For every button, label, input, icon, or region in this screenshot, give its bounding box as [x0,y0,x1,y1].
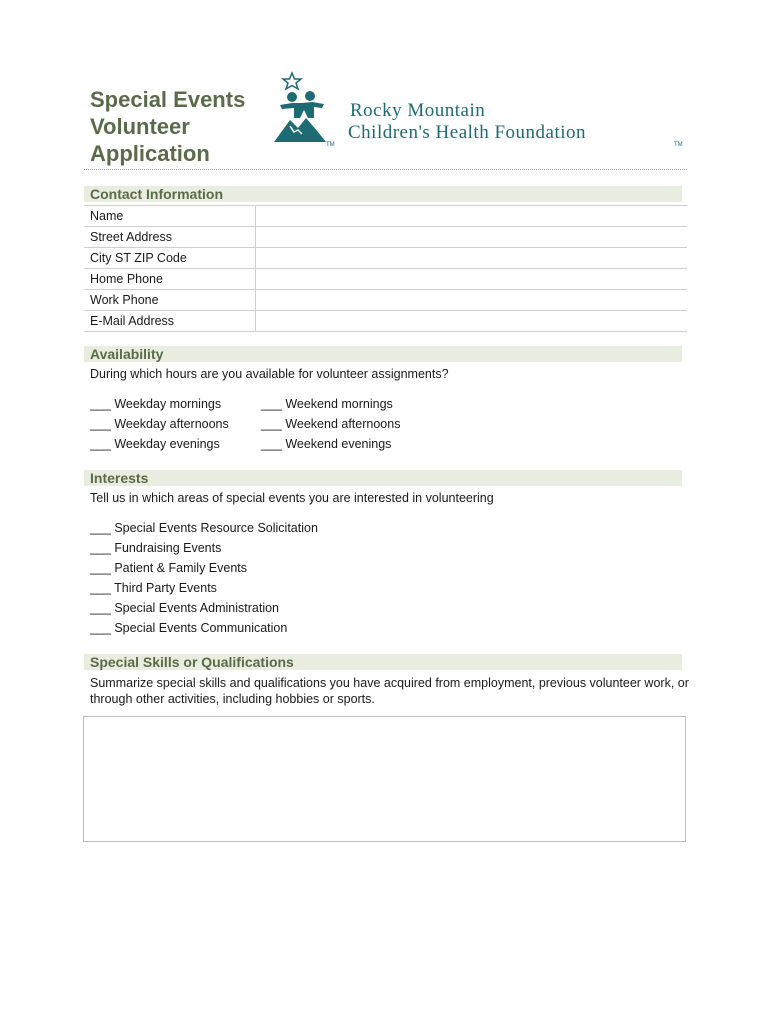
availability-question: During which hours are you available for volunteer assignments? [90,367,449,381]
contact-table [84,205,687,332]
skills-description: Summarize special skills and qualifications you have acquired from employment, previous volunteer work, or through other activities, including hobbies or sports. [90,676,689,706]
interests-question: Tell us in which areas of special events you are interested in volunteering [90,491,494,505]
contact-label-city: City ST ZIP Code [84,248,256,269]
title-line-1: Special Events [90,87,246,112]
table-row [84,290,687,311]
table-row [84,269,687,290]
availability-weekend-afternoons[interactable]: ___ Weekend afternoons [261,417,401,431]
logo-tm-mark: TM [326,142,335,148]
contact-label-name: Name [84,206,256,227]
contact-label-work-phone: Work Phone [84,290,256,311]
table-row [84,227,687,248]
interest-patient-family-events[interactable]: ___ Patient & Family Events [90,561,248,575]
title-line-3: Application [90,141,210,166]
availability-weekday-evenings[interactable]: ___ Weekday evenings [90,437,220,451]
table-row [84,248,687,269]
contact-label-home-phone: Home Phone [84,269,256,290]
title-line-2: Volunteer [90,114,190,139]
city-state-zip-field[interactable] [256,248,688,269]
work-phone-field[interactable] [256,290,688,311]
contact-section-heading: Contact Information [84,186,682,202]
name-field[interactable] [256,206,688,227]
header-divider [84,169,687,170]
interest-events-communication[interactable]: ___ Special Events Communication [90,621,288,635]
skills-textarea[interactable] [83,716,686,842]
page-title [90,86,270,167]
contact-label-street: Street Address [84,227,256,248]
skills-section-heading: Special Skills or Qualifications [84,654,682,670]
interest-resource-solicitation[interactable]: ___ Special Events Resource Solicitation [90,521,318,535]
logo-line-1: Rocky Mountain [350,100,486,121]
availability-weekday-mornings[interactable]: ___ Weekday mornings [90,397,222,411]
street-address-field[interactable] [256,227,688,248]
home-phone-field[interactable] [256,269,688,290]
email-field[interactable] [256,311,688,332]
table-row [84,206,687,227]
contact-label-email: E-Mail Address [84,311,256,332]
logo-tm-mark-2: TM [674,142,683,148]
interest-events-administration[interactable]: ___ Special Events Administration [90,601,279,615]
availability-weekend-evenings[interactable]: ___ Weekend evenings [261,437,392,451]
logo-line-2: Children's Health Foundation [348,122,587,143]
availability-weekday-afternoons[interactable]: ___ Weekday afternoons [90,417,229,431]
star-children-mountain-logo-icon [272,70,342,150]
foundation-logo [272,70,692,150]
interest-third-party-events[interactable]: ___ Third Party Events [90,581,217,595]
table-row [84,311,687,332]
interests-section-heading: Interests [84,470,682,486]
availability-weekend-mornings[interactable]: ___ Weekend mornings [261,397,393,411]
availability-section-heading: Availability [84,346,682,362]
interest-fundraising-events[interactable]: ___ Fundraising Events [90,541,222,555]
